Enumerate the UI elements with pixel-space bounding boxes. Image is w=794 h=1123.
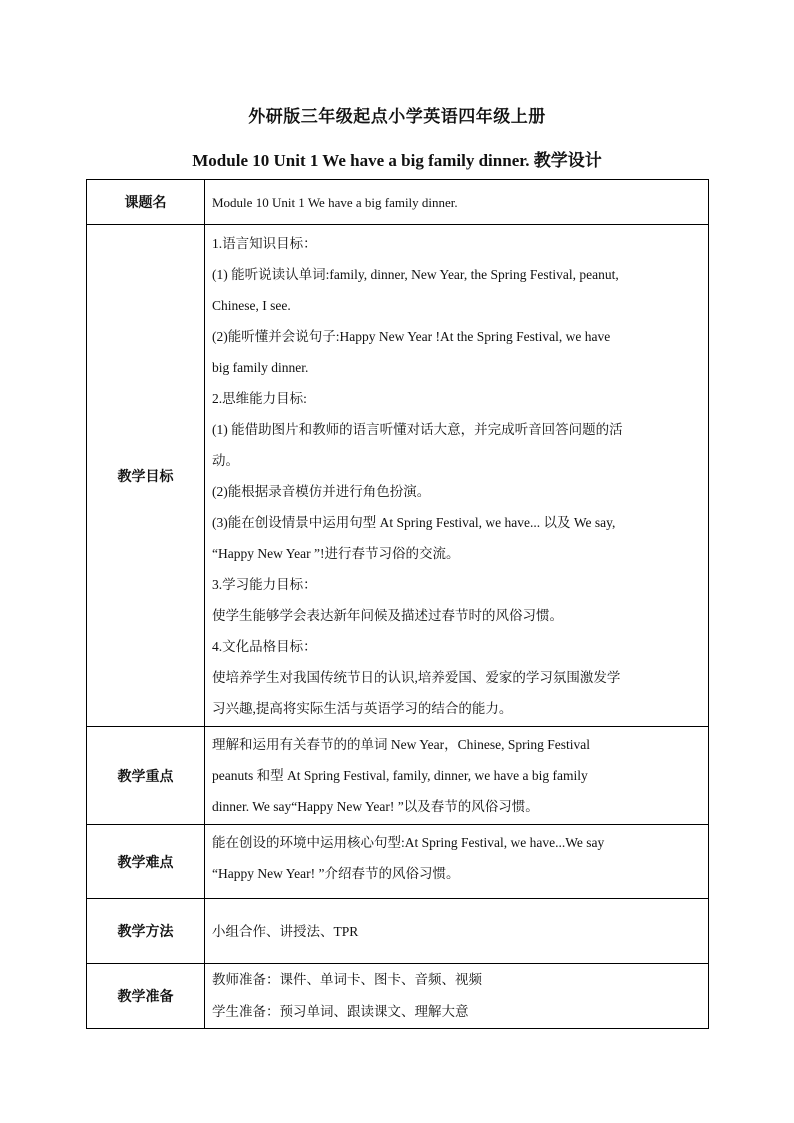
row-label-methods: 教学方法 <box>87 899 205 964</box>
table-row-methods <box>87 899 709 964</box>
row-label-key-points: 教学重点 <box>87 727 205 825</box>
goals-line: 3.学习能力目标： <box>212 577 317 592</box>
lesson-plan-table <box>86 179 709 1029</box>
key-points-content <box>205 727 709 825</box>
key-points-line: dinner. We say“Happy New Year! ”以及春节的风俗习惯。 <box>212 799 539 814</box>
table-row-goals <box>87 225 709 727</box>
key-points-line: peanuts 和型 At Spring Festival, family, dinner, we have a big family <box>212 768 588 783</box>
goals-line: (2)能根据录音模仿并进行角色扮演。 <box>212 484 431 499</box>
difficulties-content <box>205 825 709 899</box>
goals-line: 使学生能够学会表达新年问候及描述过春节时的风俗习惯。 <box>212 608 563 623</box>
preparation-content <box>205 964 709 1029</box>
methods-value: 小组合作、讲授法、TPR <box>205 899 709 964</box>
goals-line: 动。 <box>212 453 239 468</box>
key-points-line: 理解和运用有关春节的的单词 New Year，Chinese, Spring Festival <box>212 737 590 752</box>
goals-line: 1.语言知识目标： <box>212 236 317 251</box>
table-row-difficulties <box>87 825 709 899</box>
difficulties-line: “Happy New Year! ”介绍春节的风俗习惯。 <box>212 866 460 881</box>
goals-line: 习兴趣,提高将实际生活与英语学习的结合的能力。 <box>212 701 513 716</box>
preparation-line: 教师准备：课件、单词卡、图卡、音频、视频 <box>212 972 482 987</box>
goals-line: 使培养学生对我国传统节日的认识,培养爱国、爱家的学习氛围激发学 <box>212 670 621 685</box>
goals-line: big family dinner. <box>212 360 309 375</box>
goals-line: “Happy New Year ”!进行春节习俗的交流。 <box>212 546 460 561</box>
row-label-preparation: 教学准备 <box>87 964 205 1029</box>
table-row-preparation <box>87 964 709 1029</box>
topic-value: Module 10 Unit 1 We have a big family dinner. <box>205 180 709 225</box>
row-label-difficulties: 教学难点 <box>87 825 205 899</box>
row-label-topic: 课题名 <box>87 180 205 225</box>
goals-line: (1) 能听说读认单词:family, dinner, New Year, the Spring Festival, peanut, <box>212 267 619 282</box>
table-row-topic <box>87 180 709 225</box>
row-label-goals: 教学目标 <box>87 225 205 727</box>
preparation-line: 学生准备：预习单词、跟读课文、理解大意 <box>212 1004 469 1019</box>
goals-line: (1) 能借助图片和教师的语言听懂对话大意，并完成听音回答问题的活 <box>212 422 623 437</box>
goals-line: 4.文化品格目标： <box>212 639 317 654</box>
table-row-key-points <box>87 727 709 825</box>
difficulties-line: 能在创设的环境中运用核心句型:At Spring Festival, we have...We say <box>212 835 605 850</box>
goals-line: 2.思维能力目标: <box>212 391 307 406</box>
goals-line: (2)能听懂并会说句子:Happy New Year !At the Spring Festival, we have <box>212 329 611 344</box>
goals-content <box>205 225 709 727</box>
goals-line: (3)能在创设情景中运用句型 At Spring Festival, we have... 以及 We say, <box>212 515 616 530</box>
goals-line: Chinese, I see. <box>212 298 291 313</box>
document-title: 外研版三年级起点小学英语四年级上册 <box>248 107 546 126</box>
document-subtitle: Module 10 Unit 1 We have a big family dinner. 教学设计 <box>192 151 602 170</box>
